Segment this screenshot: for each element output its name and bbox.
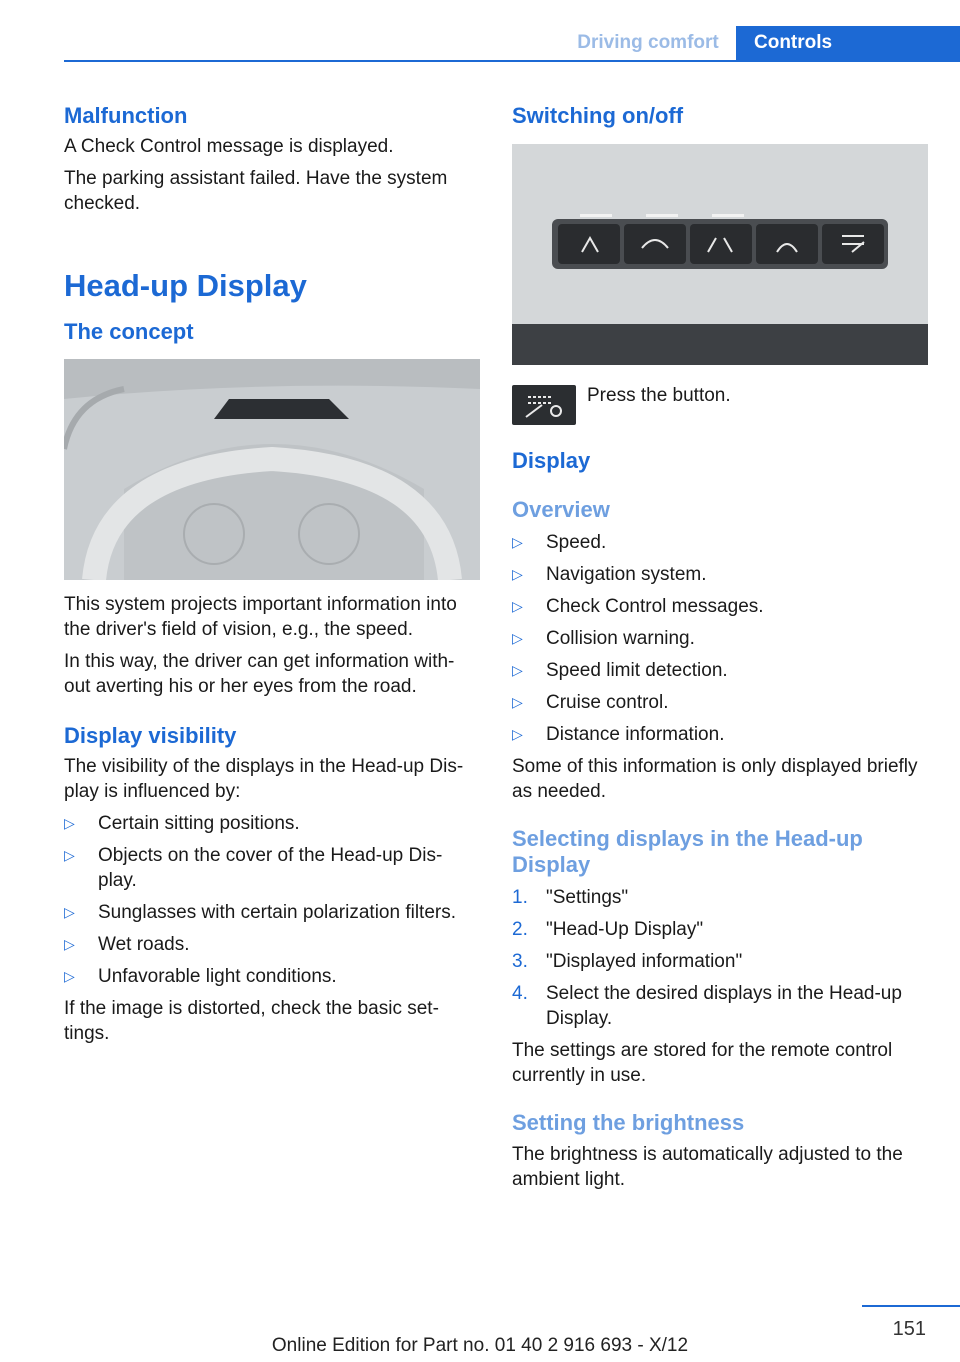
- header-tab-controls: Controls: [736, 26, 960, 62]
- triangle-bullet-icon: ▷: [512, 662, 523, 678]
- hud-button-icon: [512, 385, 576, 425]
- list-item: ▷ Sunglasses with certain polarization filters.: [64, 902, 457, 923]
- step-item: 2. "Head-Up Display": [512, 919, 704, 940]
- triangle-bullet-icon: ▷: [512, 534, 523, 550]
- header-section-label: Driving comfort: [577, 32, 719, 53]
- list-item: ▷ Navigation system.: [512, 564, 707, 585]
- brightness-text: The brightness is automatically adjusted to the ambient light.: [512, 1144, 903, 1190]
- header-rule: [64, 60, 960, 62]
- list-item: ▷ Check Control messages.: [512, 596, 764, 617]
- triangle-bullet-icon: ▷: [64, 936, 75, 952]
- step-item: 4. Select the desired displays in the Head-up Display.: [512, 983, 902, 1029]
- malfunction-text-1: A Check Control message is displayed.: [64, 136, 394, 157]
- switching-heading: Switching on/off: [512, 103, 684, 128]
- triangle-bullet-icon: ▷: [512, 566, 523, 582]
- list-item: ▷ Unfavorable light conditions.: [64, 966, 337, 987]
- list-item: ▷ Certain sitting positions.: [64, 813, 300, 834]
- visibility-outro: If the image is distorted, check the basic set-tings.: [64, 998, 439, 1044]
- malfunction-text-2: The parking assistant failed. Have the system checked.: [64, 168, 448, 214]
- visibility-intro: The visibility of the displays in the Head-up Dis-play is influenced by:: [64, 756, 464, 802]
- list-item: ▷ Wet roads.: [64, 934, 190, 955]
- page-number: 151: [892, 1318, 926, 1340]
- triangle-bullet-icon: ▷: [512, 726, 523, 742]
- list-item: ▷ Collision warning.: [512, 628, 695, 649]
- selecting-note: The settings are stored for the remote control currently in use.: [512, 1040, 893, 1086]
- button-panel-image: [512, 144, 928, 365]
- dashboard-illustration: [64, 359, 480, 580]
- left-column: [64, 102, 480, 1053]
- selecting-heading: Selecting displays in the Head-up Display: [512, 826, 863, 877]
- edition-footer: Online Edition for Part no. 01 40 2 916 693 - X/12: [271, 1335, 689, 1356]
- malfunction-heading: Malfunction: [64, 103, 188, 128]
- hud-heading: Head-up Display: [64, 268, 307, 303]
- brightness-heading: Setting the brightness: [512, 1110, 745, 1135]
- press-instruction: Press the button.: [587, 385, 731, 406]
- triangle-bullet-icon: ▷: [64, 847, 75, 863]
- overview-note: Some of this information is only displayed briefly as needed.: [512, 756, 918, 802]
- triangle-bullet-icon: ▷: [64, 968, 75, 984]
- triangle-bullet-icon: ▷: [512, 694, 523, 710]
- dashboard-hud-image: [64, 359, 480, 580]
- list-item: ▷ Cruise control.: [512, 692, 669, 713]
- right-column: [512, 102, 928, 1199]
- button-panel-illustration: [512, 144, 928, 365]
- list-item: ▷ Distance information.: [512, 724, 725, 745]
- triangle-bullet-icon: ▷: [512, 598, 523, 614]
- concept-text-2: In this way, the driver can get information with-out averting his or her eyes from the road.: [64, 651, 455, 697]
- triangle-bullet-icon: ▷: [64, 904, 75, 920]
- visibility-heading: Display visibility: [64, 723, 237, 748]
- list-item: ▷ Speed.: [512, 532, 607, 553]
- overview-list: [512, 530, 928, 747]
- visibility-list: [64, 811, 480, 989]
- triangle-bullet-icon: ▷: [64, 815, 75, 831]
- concept-text-1: This system projects important information into the driver's field of vision, e.g., the speed.: [64, 594, 457, 640]
- step-item: 1. "Settings": [512, 887, 629, 908]
- list-item: ▷ Objects on the cover of the Head-up Dis-play.: [64, 845, 443, 891]
- overview-heading: Overview: [512, 497, 610, 522]
- triangle-bullet-icon: ▷: [512, 630, 523, 646]
- list-item: ▷ Speed limit detection.: [512, 660, 728, 681]
- display-heading: Display: [512, 448, 591, 473]
- selecting-steps: [512, 885, 928, 1031]
- press-row: [512, 385, 928, 433]
- footer-rule: [862, 1305, 960, 1307]
- concept-heading: The concept: [64, 319, 194, 344]
- step-item: 3. "Displayed information": [512, 951, 743, 972]
